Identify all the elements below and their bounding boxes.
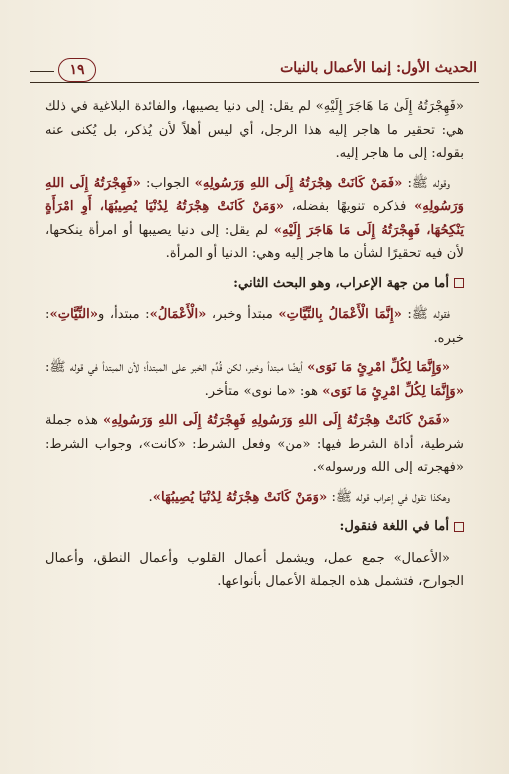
text-run: فذكره تنويهًا بفضله، bbox=[284, 199, 415, 214]
text-run: وقوله ﷺ: bbox=[402, 175, 450, 191]
text-run: هو: «ما نوى» متأخر. bbox=[204, 383, 323, 399]
hadith-quote: «وَمَنْ كَانَتْ هِجْرَتُهُ لِدُنْيَا يُصِيبُهَا، أَوِ امْرَأَةٍ يَنْكِحُهَا، فَهِجْرَتُهُ إِلَى مَا هَاجَرَ إِلَيْهِ» bbox=[45, 199, 465, 238]
page-header bbox=[30, 58, 479, 84]
hadith-quote: «الْأَعْمَالُ» bbox=[149, 307, 207, 322]
hadith-quote: «وَمَنْ كَانَتْ هِجْرَتُهُ لِدُنْيَا يُصِيبُهَا» bbox=[152, 489, 328, 505]
running-title: الحديث الأول: إنما الأعمال بالنيات bbox=[280, 60, 477, 76]
text-run: : مبتدأ، و bbox=[98, 307, 150, 322]
text-run: هذه جملة شرطية، أداة الشرط فيها: «من» وفعل الشرط: «كانت»، وجواب الشرط: «فهجرته إلى الله ورسوله». bbox=[45, 413, 464, 475]
paragraph-4 bbox=[45, 356, 464, 403]
text-run: : خبره. bbox=[45, 307, 464, 346]
heading-text: أما في اللغة فنقول: bbox=[339, 519, 449, 534]
text-run: مبتدأ وخبر، bbox=[206, 307, 279, 322]
header-dash bbox=[30, 71, 54, 72]
text-run: لم يقل: إلى دنيا يصيبها أو امرأة ينكحها، لأن فيه تحقيرًا لشأن ما هاجر إليه وهي: الدنيا أو المرأة. bbox=[45, 222, 464, 261]
hadith-quote: «وَإِنَّمَا لِكُلِّ امْرِئٍ مَا نَوَى» bbox=[307, 360, 450, 375]
hadith-quote: «النِّيَّاتِ» bbox=[49, 307, 99, 322]
square-bullet-icon bbox=[454, 278, 464, 288]
page-number: ١٩ bbox=[58, 58, 96, 82]
hadith-quote: «إِنَّمَا الْأَعْمَالُ بِالنِّيَّاتِ» bbox=[278, 307, 402, 322]
page-body bbox=[45, 95, 464, 600]
paragraph-2 bbox=[45, 172, 464, 266]
paragraph-7: «الأعمال» جمع عمل، ويشمل أعمال القلوب وأعمال النطق، وأعمال الجوارح، فتشمل هذه الجملة الأعمال بأنواعها. bbox=[45, 550, 464, 589]
text-run: أيضًا مبتدأ وخبر، لكن قُدِّم الخبر على المبتدأ؛ لأن المبتدأ في قوله ﷺ: bbox=[45, 360, 308, 375]
text-run: وهكذا نقول في إعراب قوله ﷺ: bbox=[327, 489, 450, 505]
section-heading-lugha bbox=[45, 515, 464, 539]
paragraph-1: «فَهِجْرَتُهُ إِلَىٰ مَا هَاجَرَ إِلَيْهِ» لم يقل: إلى دنيا يصيبها، والفائدة البلاغية في ذلك هي: تحقير ما هاجر إليه هذا الرجل، أي ليس أهلاً لأن يُذكر، بل يُكنى عنه بقوله: إلى ما هاجر إليه. bbox=[45, 99, 464, 161]
text-run: فقوله ﷺ: bbox=[401, 307, 450, 322]
hadith-quote: «فَهِجْرَتُهُ إِلَى اللهِ وَرَسُولِهِ» bbox=[45, 175, 464, 214]
text-run: . bbox=[148, 489, 153, 505]
square-bullet-icon bbox=[454, 522, 464, 532]
paragraph-6 bbox=[45, 486, 464, 510]
text-run: الجواب: bbox=[140, 175, 195, 191]
hadith-quote: «فَمَنْ كَانَتْ هِجْرَتُهُ إِلَى اللهِ وَرَسُولِهِ» bbox=[194, 175, 403, 191]
paragraph-3 bbox=[45, 303, 464, 350]
hadith-quote: «فَمَنْ كَانَتْ هِجْرَتُهُ إِلَى اللهِ وَرَسُولِهِ فَهِجْرَتُهُ إِلَى اللهِ وَرَسُولِهِ» bbox=[102, 413, 451, 428]
header-rule bbox=[30, 82, 479, 83]
section-heading-irab bbox=[45, 272, 464, 296]
paragraph-5 bbox=[45, 409, 464, 480]
hadith-quote: «وَإِنَّمَا لِكُلِّ امْرِئٍ مَا نَوَى» bbox=[322, 383, 464, 399]
heading-text: أما من جهة الإعراب، وهو البحث الثاني: bbox=[233, 275, 449, 291]
